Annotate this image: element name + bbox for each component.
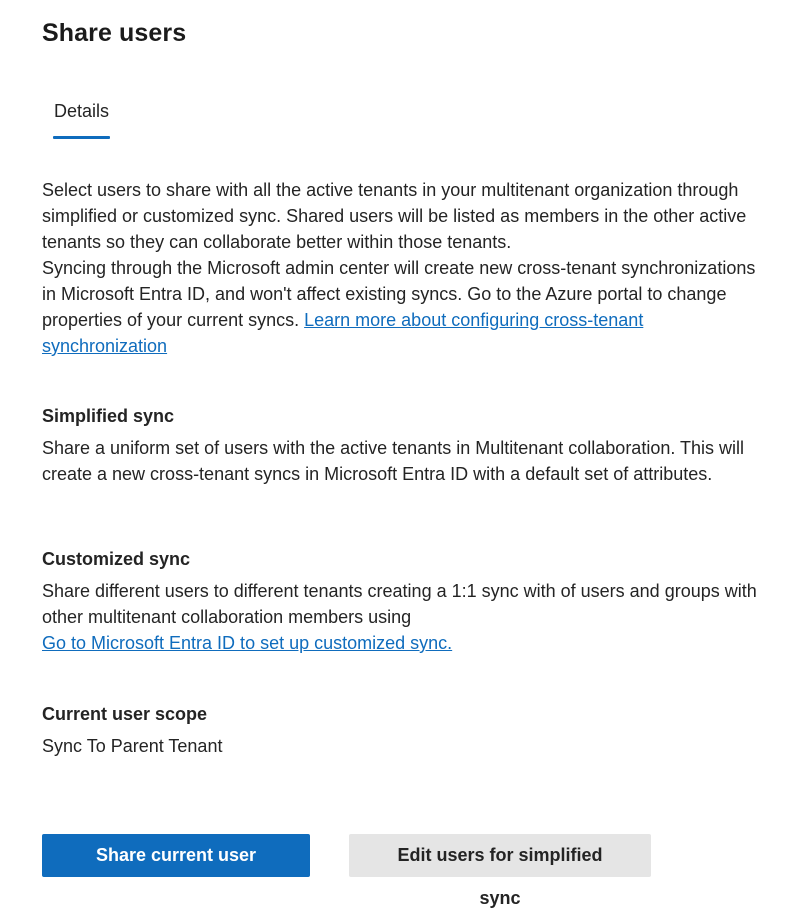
entra-customized-sync-link[interactable]: Go to Microsoft Entra ID to set up customized sync. xyxy=(42,633,453,653)
learn-more-link[interactable]: Learn more about configuring cross-tenant synchronization xyxy=(42,310,644,356)
intro-paragraph-1: Select users to share with all the active tenants in your multitenant organization through simplified or customized sync. Shared users will be listed as members in the other active tenants so they can collaborate better within those tenants. xyxy=(42,180,747,252)
share-current-user-scope-button[interactable]: Share current user scope xyxy=(42,834,310,877)
current-user-scope-section xyxy=(42,701,762,759)
intro-section xyxy=(42,177,762,359)
intro-paragraph-2-text: Syncing through the Microsoft admin center will create new cross-tenant synchronizations in Microsoft Entra ID, and won't affect existing syncs. Go to the Azure portal to change properties of your current syncs. xyxy=(42,258,756,330)
customized-sync-description: Share different users to different tenants creating a 1:1 sync with of users and groups with other multitenant collaboration members using xyxy=(42,581,757,627)
edit-users-simplified-sync-button[interactable]: Edit users for simplified sync xyxy=(349,834,651,877)
tab-details-label: Details xyxy=(54,101,110,121)
intro-paragraph-2 xyxy=(42,255,762,359)
tab-list xyxy=(42,98,121,142)
customized-sync-section xyxy=(42,546,762,656)
current-user-scope-heading: Current user scope xyxy=(42,704,208,724)
current-user-scope-value: Sync To Parent Tenant xyxy=(42,736,223,756)
action-bar xyxy=(42,834,651,908)
simplified-sync-heading: Simplified sync xyxy=(42,406,175,426)
customized-sync-heading: Customized sync xyxy=(42,549,191,569)
simplified-sync-section xyxy=(42,403,762,487)
tab-details[interactable] xyxy=(42,98,121,140)
page-title: Share users xyxy=(42,19,187,47)
simplified-sync-description: Share a uniform set of users with the active tenants in Multitenant collaboration. This will create a new cross-tenant syncs in Microsoft Entra ID with a default set of attributes. xyxy=(42,438,745,484)
customized-sync-link-line xyxy=(42,630,762,656)
